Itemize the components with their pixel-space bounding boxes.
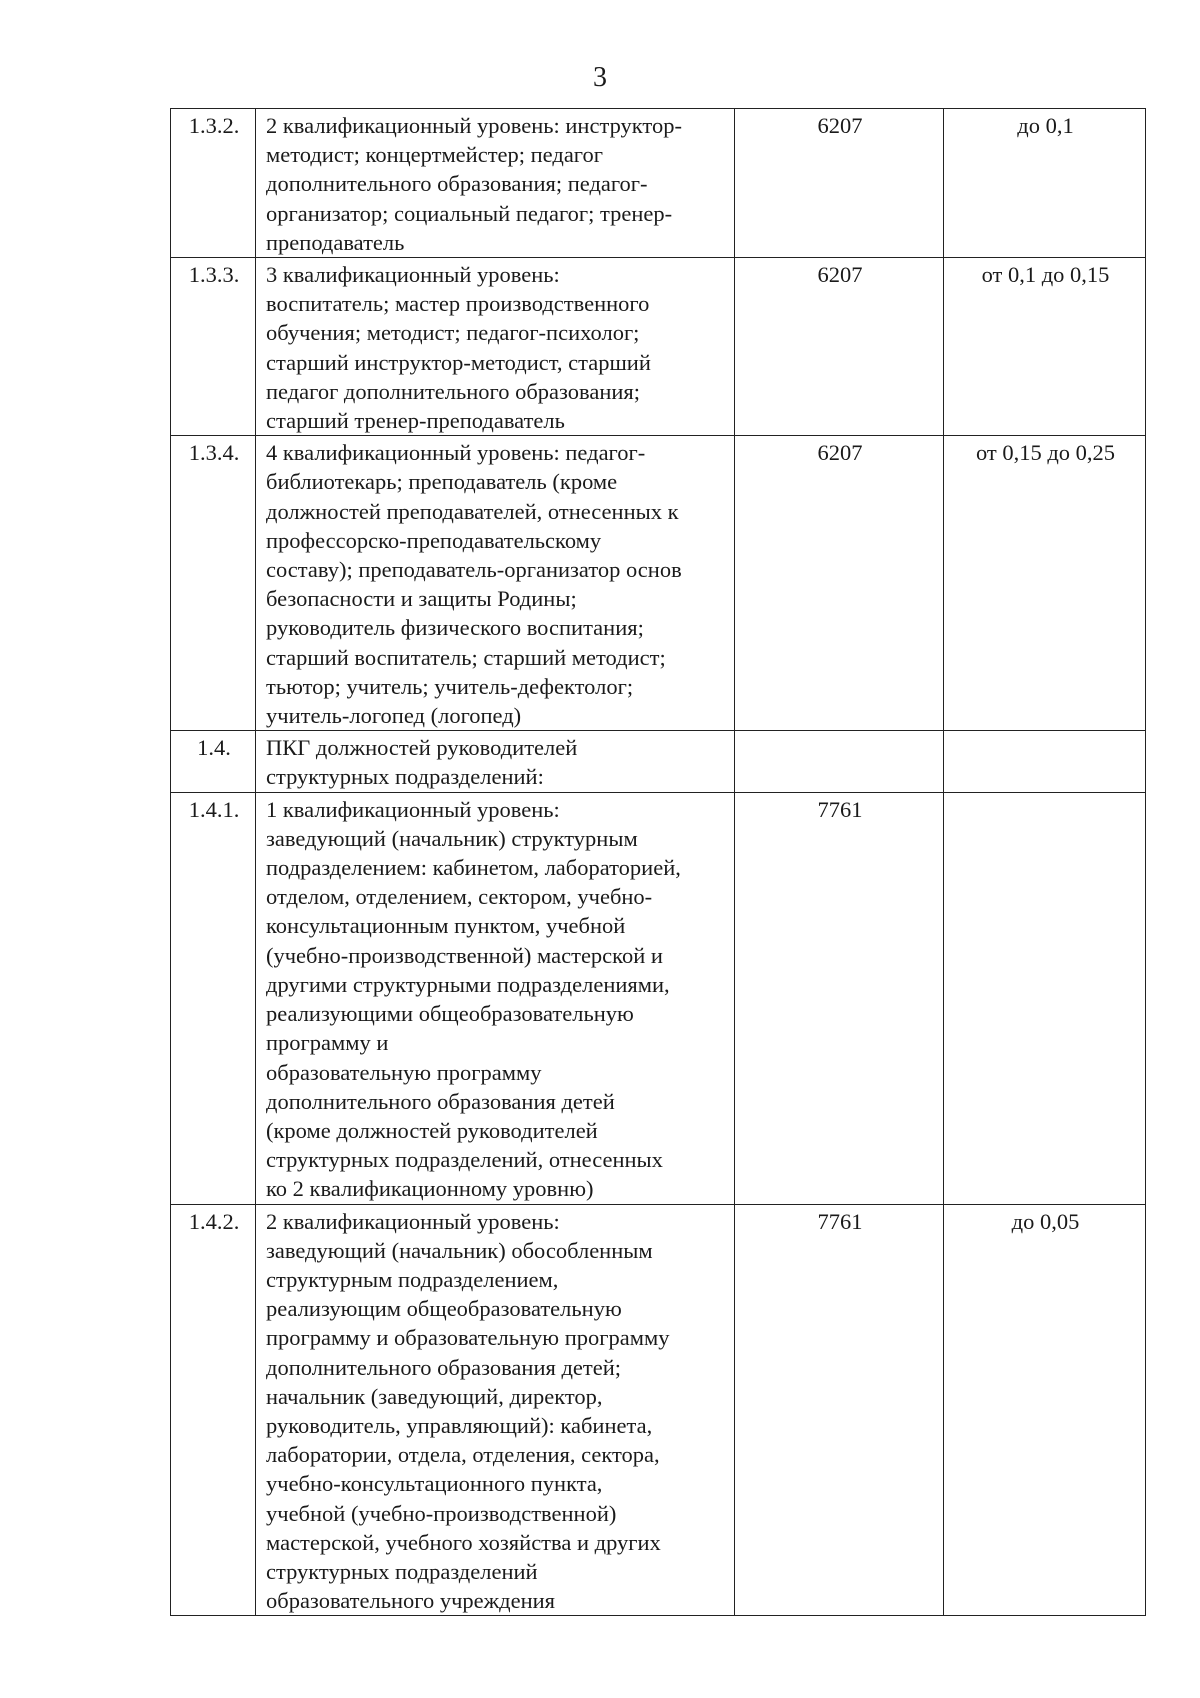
- description-line: консультационным пунктом, учебной: [266, 913, 626, 939]
- table-body: [171, 109, 1146, 1616]
- description-line: (учебно-производственной) мастерской и: [266, 942, 663, 968]
- description-line: ПКГ должностей руководителей: [266, 735, 578, 761]
- description-line: педагог дополнительного образования;: [266, 378, 641, 404]
- row-salary: 7761: [735, 1204, 944, 1616]
- description-line: заведующий (начальник) структурным: [266, 825, 638, 851]
- description-line: учебно-консультационного пункта,: [266, 1471, 603, 1497]
- table-row: [171, 792, 1146, 1204]
- description-line: программу и: [266, 1030, 389, 1056]
- description-line: составу); преподаватель-организатор основ: [266, 557, 682, 583]
- description-line: библиотекарь; преподаватель (кроме: [266, 469, 618, 495]
- row-description: [256, 1204, 735, 1616]
- description-line: структурных подразделений: [266, 1558, 538, 1584]
- qualification-table: [170, 108, 1146, 1616]
- description-line: обучения; методист; педагог-психолог;: [266, 320, 640, 346]
- description-line: профессорско-преподавательскому: [266, 527, 602, 553]
- row-number: 1.4.2.: [171, 1204, 256, 1616]
- row-coefficient: [944, 731, 1146, 792]
- description-line: организатор; социальный педагог; тренер-: [266, 200, 673, 226]
- description-line: отделом, отделением, сектором, учебно-: [266, 884, 653, 910]
- description-line: подразделением: кабинетом, лабораторией,: [266, 855, 681, 881]
- description-line: дополнительного образования; педагог-: [266, 171, 648, 197]
- description-line: лаборатории, отдела, отделения, сектора,: [266, 1442, 660, 1468]
- description-line: реализующими общеобразовательную: [266, 1001, 634, 1027]
- description-line: (кроме должностей руководителей: [266, 1117, 598, 1143]
- description-line: должностей преподавателей, отнесенных к: [266, 498, 679, 524]
- row-salary: 6207: [735, 109, 944, 258]
- description-line: методист; концертмейстер; педагог: [266, 142, 603, 168]
- description-line: 2 квалификационный уровень: инструктор-: [266, 113, 682, 138]
- page-number: 3: [593, 62, 607, 93]
- row-description: [256, 792, 735, 1204]
- description-line: 1 квалификационный уровень:: [266, 796, 560, 822]
- table-row: [171, 436, 1146, 731]
- description-line: дополнительного образования детей: [266, 1088, 615, 1114]
- description-line: образовательную программу: [266, 1059, 542, 1085]
- description-line: структурным подразделением,: [266, 1266, 559, 1292]
- description-line: 2 квалификационный уровень:: [266, 1208, 560, 1234]
- description-line: реализующим общеобразовательную: [266, 1296, 622, 1322]
- table-row: [171, 258, 1146, 436]
- row-number: 1.4.1.: [171, 792, 256, 1204]
- row-salary: 6207: [735, 436, 944, 731]
- table-row: [171, 731, 1146, 792]
- description-line: воспитатель; мастер производственного: [266, 291, 650, 317]
- description-line: безопасности и защиты Родины;: [266, 586, 577, 612]
- description-line: старший тренер-преподаватель: [266, 408, 565, 434]
- row-salary: 7761: [735, 792, 944, 1204]
- description-line: структурных подразделений, отнесенных: [266, 1147, 663, 1173]
- row-salary: [735, 731, 944, 792]
- row-coefficient: от 0,1 до 0,15: [944, 258, 1146, 436]
- row-number: 1.3.3.: [171, 258, 256, 436]
- table-row: [171, 109, 1146, 258]
- table-row: [171, 1204, 1146, 1616]
- description-line: тьютор; учитель; учитель-дефектолог;: [266, 673, 634, 699]
- description-line: руководитель физического воспитания;: [266, 615, 644, 641]
- description-line: начальник (заведующий, директор,: [266, 1383, 603, 1409]
- row-number: 1.4.: [171, 731, 256, 792]
- description-line: другими структурными подразделениями,: [266, 971, 670, 997]
- row-number: 1.3.2.: [171, 109, 256, 258]
- row-coefficient: от 0,15 до 0,25: [944, 436, 1146, 731]
- row-coefficient: [944, 792, 1146, 1204]
- description-line: преподаватель: [266, 229, 405, 255]
- row-description: [256, 109, 735, 258]
- description-line: старший инструктор-методист, старший: [266, 349, 651, 375]
- description-line: учитель-логопед (логопед): [266, 703, 522, 729]
- description-line: ко 2 квалификационному уровню): [266, 1176, 594, 1202]
- description-line: образовательного учреждения: [266, 1588, 556, 1614]
- description-line: заведующий (начальник) обособленным: [266, 1237, 653, 1263]
- row-description: [256, 436, 735, 731]
- row-description: [256, 731, 735, 792]
- row-number: 1.3.4.: [171, 436, 256, 731]
- description-line: дополнительного образования детей;: [266, 1354, 622, 1380]
- description-line: программу и образовательную программу: [266, 1325, 670, 1351]
- row-coefficient: до 0,1: [944, 109, 1146, 258]
- description-line: 4 квалификационный уровень: педагог-: [266, 440, 646, 466]
- description-line: руководитель, управляющий): кабинета,: [266, 1412, 653, 1438]
- description-line: учебной (учебно-производственной): [266, 1500, 617, 1526]
- row-coefficient: до 0,05: [944, 1204, 1146, 1616]
- description-line: старший воспитатель; старший методист;: [266, 644, 666, 670]
- row-salary: 6207: [735, 258, 944, 436]
- description-line: 3 квалификационный уровень:: [266, 262, 560, 288]
- row-description: [256, 258, 735, 436]
- description-line: структурных подразделений:: [266, 764, 544, 790]
- description-line: мастерской, учебного хозяйства и других: [266, 1529, 661, 1555]
